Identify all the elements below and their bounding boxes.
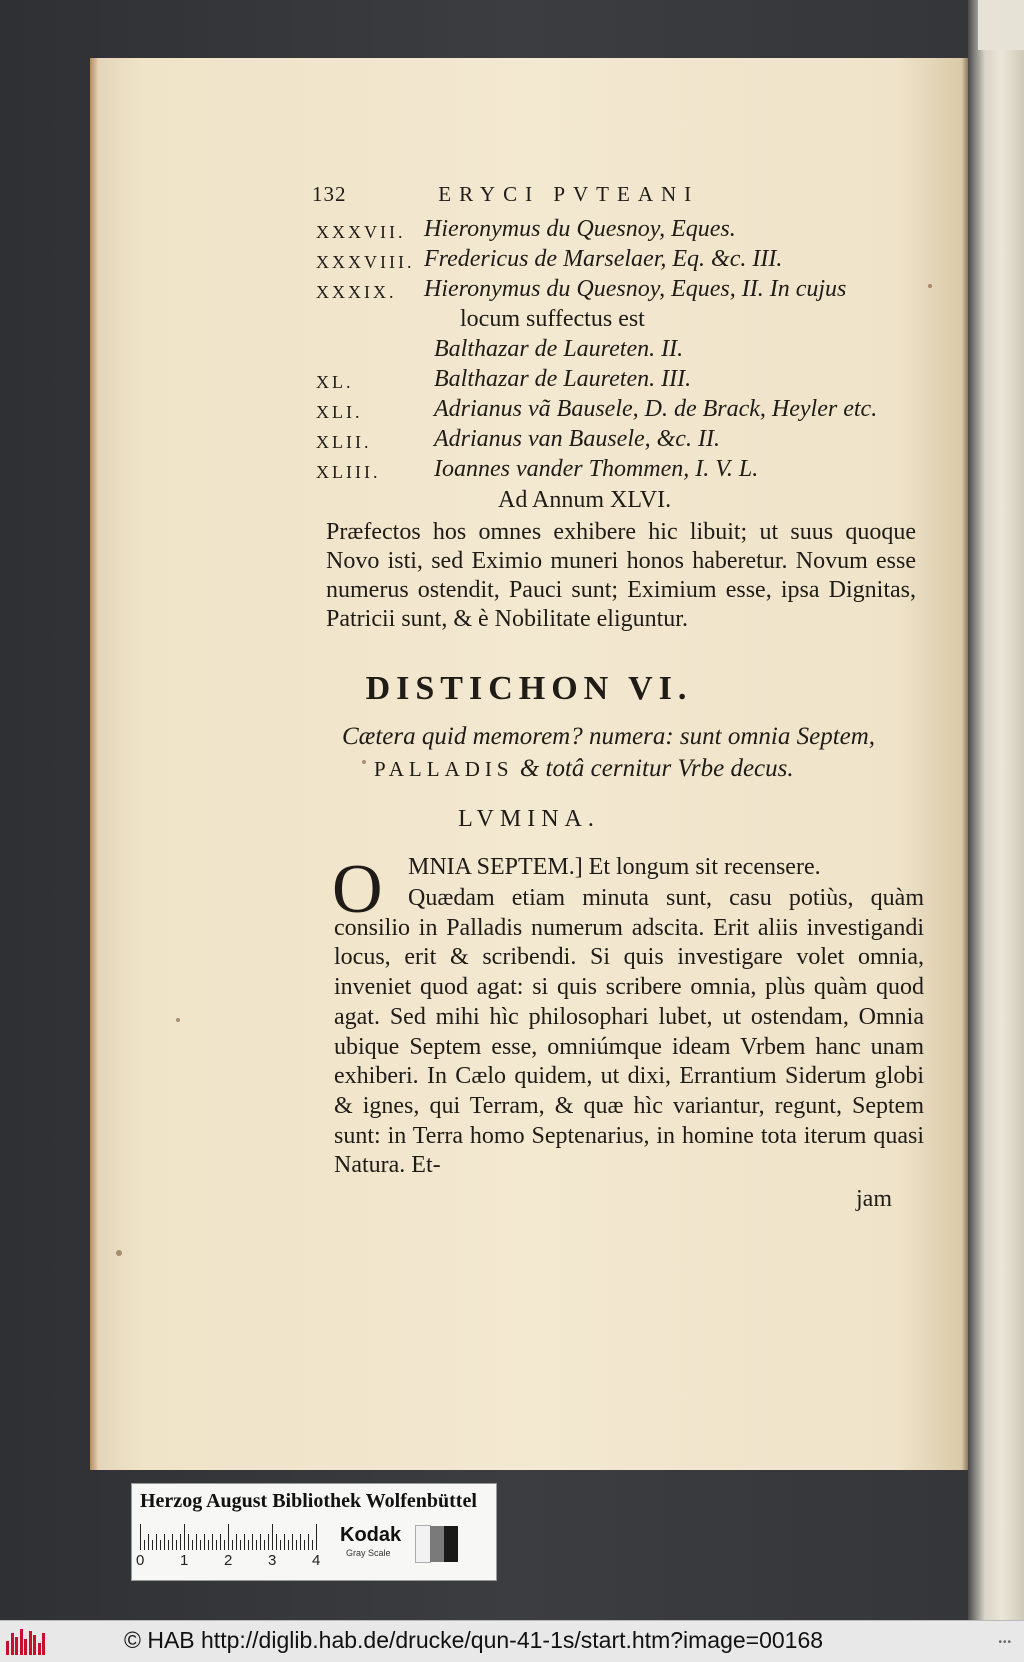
section-heading: DISTICHON VI. (365, 670, 693, 707)
ruler-tick (312, 1540, 313, 1550)
logo-bar (42, 1633, 45, 1655)
ruler-tick (168, 1540, 169, 1550)
ruler-tick (220, 1534, 221, 1550)
paragraph-lumina: Quædam etiam minuta sunt, casu potiùs, quàm consilio in Palladis numerum adscita. Erit aliis investigandi locus, erit & scribendi. Si quis investigare volet omnia, inveniet quod agat: si quis scribere omnia, plùs quàm quod agat. Sed mihi hìc philosophari lubet, ut ostendam, Omnia ubique Septem esse, omniúmque ideam Vrbem hanc unam exhiberi. In Cælo quidem, ut dixi, Errantium Siderum globi & ignes, qui Terram, & quæ hìc variantur, regunt, Septem sunt: in Terra homo Septenarius, in homine tota iterum quasi Natura. Et- (334, 885, 924, 1179)
ruler-tick (152, 1540, 153, 1550)
ruler-tick (156, 1534, 157, 1550)
ruler-tick (144, 1540, 145, 1550)
opening-words: MNIA SEPTEM.] Et longum sit recensere. (408, 854, 821, 880)
list-item: XLIII. Ioannes vander Thommen, I. V. L. (316, 456, 759, 482)
swatch-white (416, 1526, 430, 1562)
list-item: XLII. Adrianus van Bausele, &c. II. (316, 426, 720, 452)
ruler-tick (232, 1540, 233, 1550)
facing-page-edge (968, 0, 1024, 1620)
ruler-tick (276, 1534, 277, 1550)
ruler-tick (240, 1540, 241, 1550)
ruler-tick (244, 1534, 245, 1550)
ruler-tick (300, 1534, 301, 1550)
ruler-tick (308, 1534, 309, 1550)
ruler-tick (228, 1524, 229, 1550)
measurement-ruler (140, 1524, 320, 1550)
more-options-icon[interactable]: ••• (998, 1637, 1012, 1648)
subheading: LVMINA. (458, 806, 600, 832)
ruler-tick (188, 1534, 189, 1550)
ruler-tick (148, 1534, 149, 1550)
logo-bar (20, 1629, 23, 1655)
color-calibration-label: Herzog August Bibliothek Wolfenbüttel 0 1 2 3 4 Kodak Gray Scale (132, 1484, 496, 1580)
list-continuation: locum suffectus est (460, 306, 645, 332)
ruler-tick (160, 1540, 161, 1550)
ruler-tick (252, 1534, 253, 1550)
ruler-tick (184, 1524, 185, 1550)
ruler-tick (212, 1534, 213, 1550)
logo-bar (24, 1639, 27, 1655)
ruler-tick (204, 1534, 205, 1550)
institution-name: Herzog August Bibliothek Wolfenbüttel (140, 1490, 477, 1512)
list-item: XXXVIII. Fredericus de Marselaer, Eq. &c. III. (316, 246, 783, 272)
footer-link[interactable]: © HAB http://diglib.hab.de/drucke/qun-41-1s/start.htm?image=00168 (124, 1627, 824, 1653)
ruler-tick (176, 1540, 177, 1550)
paragraph-praefectos: Præfectos hos omnes exhibere hic libuit; ut suus quoque Novo isti, sed Eximio muneri honos haberetur. Novum esse numerus ostendit, Pauci sunt; Eximium esse, ipsa Dignitas, Patricii sunt, & è Nobilitate eliguntur. (326, 519, 916, 632)
catchword: jam (856, 1186, 892, 1212)
distich-caps: PALLADIS (374, 757, 514, 781)
ruler-tick (172, 1534, 173, 1550)
ruler-tick (196, 1534, 197, 1550)
logo-bar (15, 1637, 18, 1655)
list-item: Balthazar de Laureten. II. (434, 336, 684, 362)
book-page (90, 58, 968, 1470)
ruler-tick (260, 1534, 261, 1550)
footer-bar (0, 1620, 1024, 1662)
list-item: XLI. Adrianus vã Bausele, D. de Brack, Heyler etc. (316, 396, 878, 422)
ruler-tick (304, 1540, 305, 1550)
ruler-tick (140, 1524, 141, 1550)
logo-bar (6, 1641, 9, 1655)
page-number: 132 (312, 182, 347, 206)
list-item: XXXIX. Hieronymus du Quesnoy, Eques, II. In cujus (316, 276, 847, 302)
logo-bar (33, 1635, 36, 1655)
ruler-tick (180, 1534, 181, 1550)
ruler-tick (200, 1540, 201, 1550)
swatch-gray (430, 1526, 444, 1562)
running-title: ERYCI PVTEANI (438, 182, 700, 206)
running-header (312, 182, 912, 207)
swatch-black (444, 1526, 458, 1562)
ruler-tick (288, 1540, 289, 1550)
distich-line-2 (374, 755, 794, 783)
gray-scale-caption: Gray Scale (346, 1548, 391, 1558)
ruler-tick (248, 1540, 249, 1550)
ruler-tick (192, 1540, 193, 1550)
ruler-tick (216, 1540, 217, 1550)
hab-logo-icon (6, 1629, 48, 1655)
ruler-tick (164, 1534, 165, 1550)
distich-line-1: Cætera quid memorem? numera: sunt omnia Septem, (342, 723, 876, 750)
distich-rest: & totâ cernitur Vrbe decus. (519, 755, 794, 782)
facing-page-corner (978, 0, 1024, 50)
ruler-tick (224, 1540, 225, 1550)
kodak-logo: Kodak (340, 1524, 402, 1546)
ruler-tick (264, 1540, 265, 1550)
ruler-tick (236, 1534, 237, 1550)
ruler-tick (208, 1540, 209, 1550)
logo-bar (11, 1633, 14, 1655)
ruler-tick (256, 1540, 257, 1550)
drop-capital: O (332, 851, 383, 928)
ruler-tick (280, 1540, 281, 1550)
ruler-tick (284, 1534, 285, 1550)
ruler-tick (292, 1534, 293, 1550)
ad-annum-line: Ad Annum XLVI. (498, 487, 672, 513)
list-item: XL. Balthazar de Laureten. III. (316, 366, 692, 392)
logo-bar (38, 1643, 41, 1655)
ruler-tick (272, 1524, 273, 1550)
ruler-tick (296, 1540, 297, 1550)
list-item: XXXVII. Hieronymus du Quesnoy, Eques. (316, 216, 736, 242)
logo-bar (29, 1631, 32, 1655)
ruler-tick (268, 1534, 269, 1550)
ruler-tick (316, 1524, 317, 1550)
